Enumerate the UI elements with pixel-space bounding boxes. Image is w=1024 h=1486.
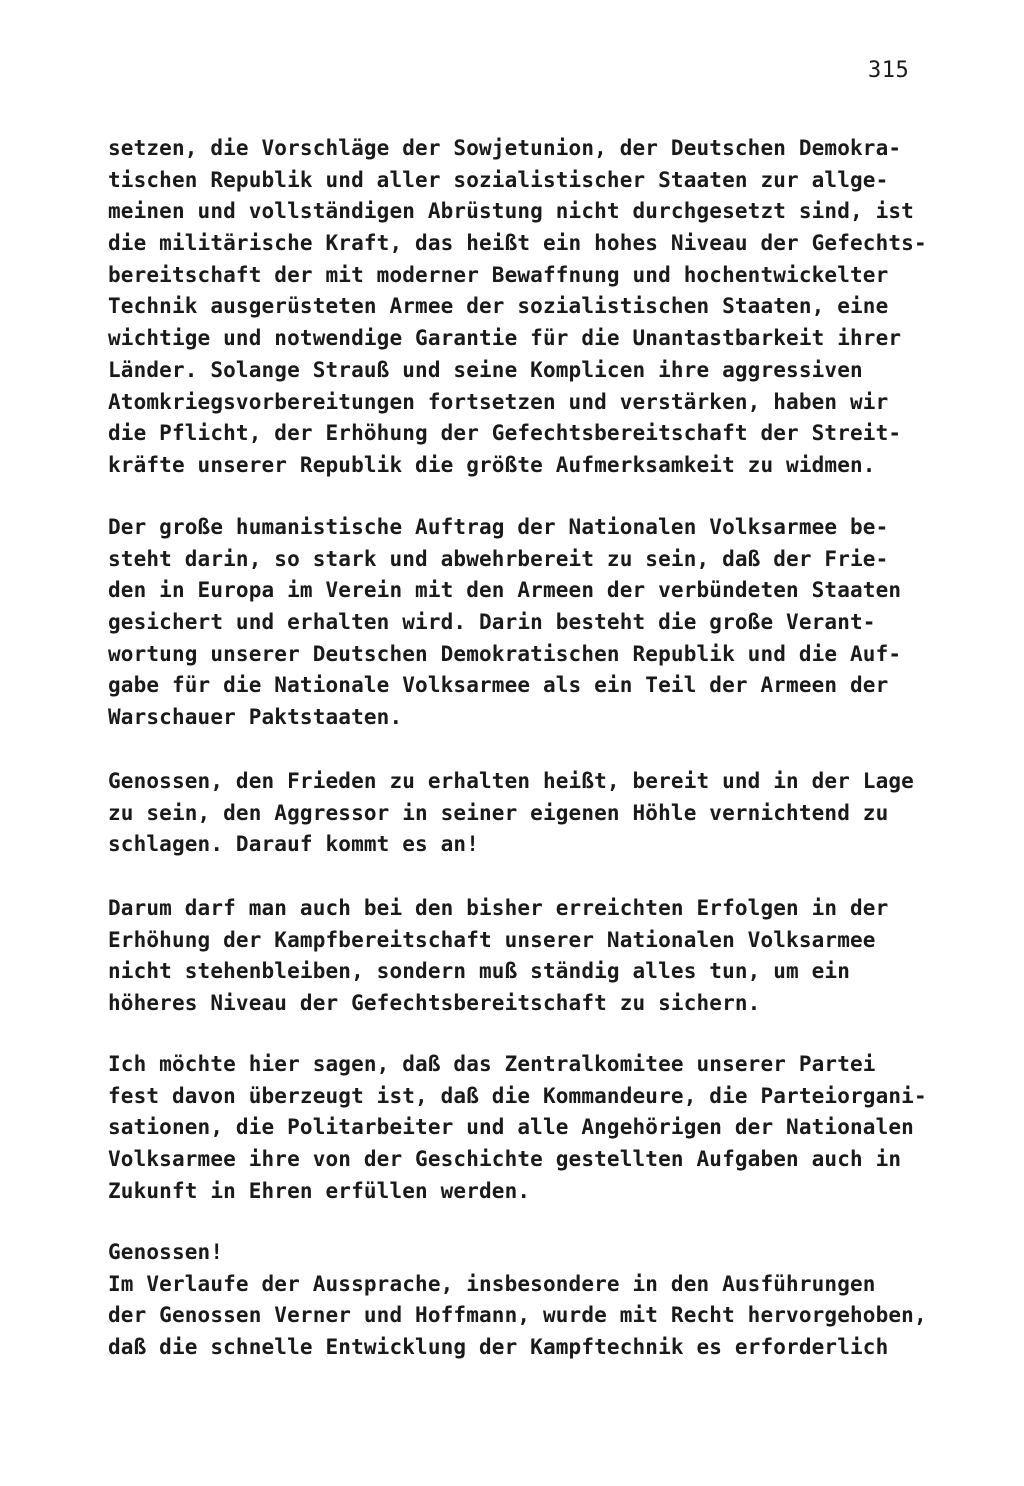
text-line: Zukunft in Ehren erfüllen werden.: [108, 1178, 531, 1203]
text-line: bereitschaft der mit moderner Bewaffnung und hochentwickelter: [108, 262, 889, 287]
text-line: wichtige und notwendige Garantie für die Unantastbarkeit ihrer: [108, 326, 902, 351]
text-line: Im Verlaufe der Aussprache, insbesondere in den Ausführungen: [108, 1271, 876, 1296]
paragraph-6: [108, 1237, 988, 1364]
paragraph-4: [108, 893, 988, 1020]
paragraph-5: [108, 1049, 988, 1207]
text-line: meinen und vollständigen Abrüstung nicht durchgesetzt sind, ist: [108, 199, 914, 224]
paragraph-2: [108, 512, 988, 734]
page-number: 315: [868, 58, 910, 83]
text-line: Erhöhung der Kampfbereitschaft unserer Nationalen Volksarmee: [108, 927, 876, 952]
text-line: Genossen!: [108, 1240, 224, 1264]
text-line: schlagen. Darauf kommt es an!: [108, 832, 479, 857]
text-line: Warschauer Paktstaaten.: [108, 705, 403, 730]
text-line: höheres Niveau der Gefechtsbereitschaft zu sichern.: [108, 991, 761, 1016]
text-line: sationen, die Politarbeiter und alle Angehörigen der Nationalen: [108, 1115, 914, 1140]
paragraph-3: [108, 766, 988, 861]
text-line: Ich möchte hier sagen, daß das Zentralkomitee unserer Partei: [108, 1052, 876, 1076]
text-line: der Genossen Verner und Hoffmann, wurde mit Recht hervorgehoben,: [108, 1303, 927, 1328]
text-line: tischen Republik und aller sozialistischer Staaten zur allge-: [108, 167, 889, 192]
text-line: kräfte unserer Republik die größte Aufmerksamkeit zu widmen.: [108, 452, 876, 477]
text-line: Länder. Solange Strauß und seine Komplicen ihre aggressiven: [108, 357, 863, 382]
text-line: Genossen, den Frieden zu erhalten heißt, bereit und in der Lage: [108, 769, 914, 793]
text-line: steht darin, so stark und abwehrbereit zu sein, daß der Frie-: [108, 546, 889, 571]
text-line: wortung unserer Deutschen Demokratischen Republik und die Auf-: [108, 641, 902, 666]
text-line: gesichert und erhalten wird. Darin besteht die große Verant-: [108, 610, 876, 635]
text-line: fest davon überzeugt ist, daß die Kommandeure, die Parteiorgani-: [108, 1083, 927, 1108]
text-line: Atomkriegsvorbereitungen fortsetzen und verstärken, haben wir: [108, 389, 889, 414]
text-line: nicht stehenbleiben, sondern muß ständig alles tun, um ein: [108, 959, 850, 984]
text-line: die militärische Kraft, das heißt ein hohes Niveau der Gefechts-: [108, 231, 927, 256]
text-line: setzen, die Vorschläge der Sowjetunion, der Deutschen Demokra-: [108, 136, 902, 160]
text-line: Darum darf man auch bei den bisher erreichten Erfolgen in der: [108, 896, 889, 920]
text-line: Volksarmee ihre von der Geschichte gestellten Aufgaben auch in: [108, 1147, 902, 1172]
paragraph-1: [108, 133, 988, 482]
text-line: den in Europa im Verein mit den Armeen der verbündeten Staaten: [108, 578, 902, 603]
text-line: gabe für die Nationale Volksarmee als ein Teil der Armeen der: [108, 673, 889, 698]
text-line: zu sein, den Aggressor in seiner eigenen Höhle vernichtend zu: [108, 800, 889, 825]
text-line: daß die schnelle Entwicklung der Kampftechnik es erforderlich: [108, 1335, 889, 1360]
text-line: Technik ausgerüsteten Armee der sozialistischen Staaten, eine: [108, 294, 889, 319]
text-line: die Pflicht, der Erhöhung der Gefechtsbereitschaft der Streit-: [108, 421, 902, 446]
text-line: Der große humanistische Auftrag der Nationalen Volksarmee be-: [108, 515, 889, 539]
